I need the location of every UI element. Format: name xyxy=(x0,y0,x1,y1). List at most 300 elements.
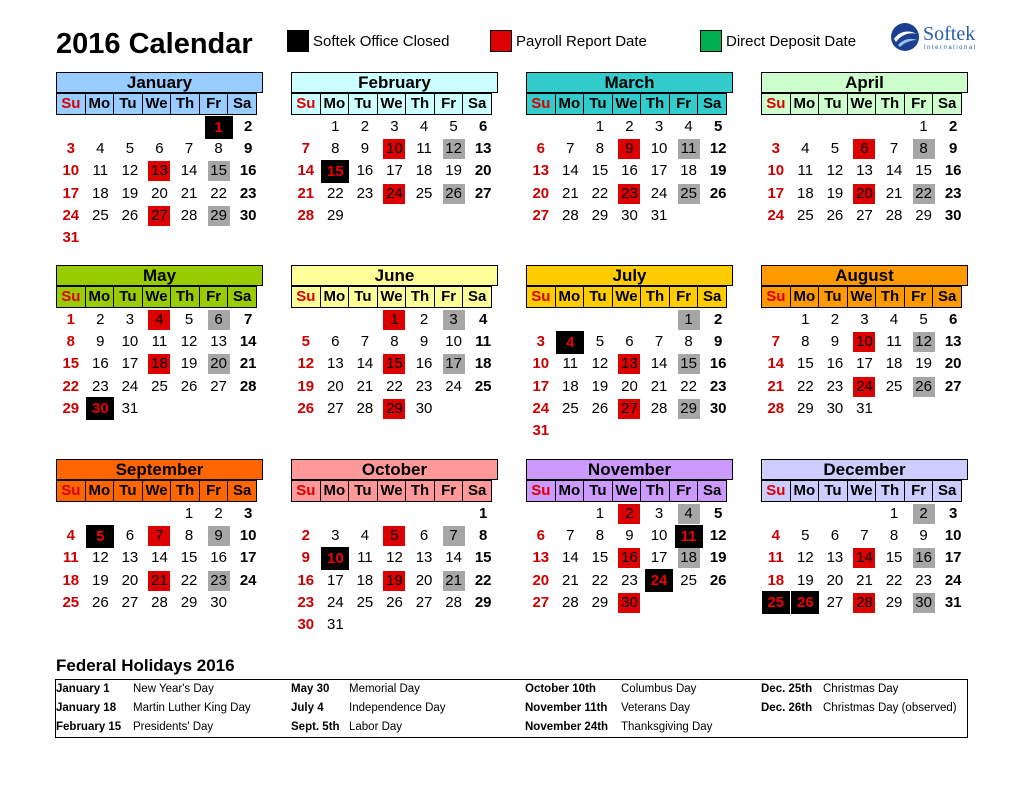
day-cell xyxy=(879,503,909,525)
day-number: 13 xyxy=(532,162,550,180)
day-cell xyxy=(703,503,733,525)
day-cell xyxy=(291,570,321,592)
day-cell xyxy=(615,183,645,205)
day-number: 23 xyxy=(92,377,109,395)
day-cell xyxy=(820,160,850,182)
weekday-header-row xyxy=(56,480,263,502)
day-cell xyxy=(409,398,439,420)
day-number: 15 xyxy=(591,549,609,567)
holiday-date: January 18 xyxy=(56,702,117,714)
weekday-label: Fr xyxy=(904,93,934,115)
day-cell xyxy=(56,227,86,249)
day-cell xyxy=(321,205,351,227)
day-number: 2 xyxy=(419,311,429,329)
day-cell xyxy=(791,525,821,547)
empty-cell xyxy=(115,116,145,138)
day-cell xyxy=(820,309,850,331)
day-cell xyxy=(291,353,321,375)
day-cell xyxy=(791,309,821,331)
day-cell xyxy=(204,376,234,398)
day-number: 22 xyxy=(913,184,935,204)
day-number: 3 xyxy=(536,333,545,351)
day-cell xyxy=(585,138,615,160)
day-cell xyxy=(86,353,116,375)
day-cell xyxy=(909,116,939,138)
day-number: 28 xyxy=(650,399,668,417)
day-cell xyxy=(174,547,204,569)
day-cell xyxy=(174,183,204,205)
empty-cell xyxy=(850,503,880,525)
day-cell xyxy=(409,331,439,353)
day-cell xyxy=(233,116,263,138)
weekday-label: Fr xyxy=(434,480,464,502)
day-cell xyxy=(350,398,380,420)
day-number: 17 xyxy=(121,355,139,373)
day-cell xyxy=(174,160,204,182)
day-cell xyxy=(350,183,380,205)
day-number: 6 xyxy=(155,140,164,158)
day-number: 6 xyxy=(625,333,634,351)
day-number: 24 xyxy=(645,569,673,592)
empty-cell xyxy=(350,309,380,331)
day-cell xyxy=(115,138,145,160)
day-number: 24 xyxy=(62,206,80,224)
day-number: 29 xyxy=(383,399,405,419)
day-cell xyxy=(761,525,791,547)
day-cell xyxy=(703,547,733,569)
weekday-label: Tu xyxy=(348,480,378,502)
day-cell xyxy=(850,570,880,592)
day-cell xyxy=(879,160,909,182)
empty-cell xyxy=(761,116,791,138)
day-cell xyxy=(86,183,116,205)
weekday-label: Sa xyxy=(932,286,962,308)
day-number: 10 xyxy=(532,355,550,373)
day-cell xyxy=(468,116,498,138)
day-number: 15 xyxy=(885,549,903,567)
weekday-label: Th xyxy=(170,286,200,308)
day-number: 3 xyxy=(860,311,869,329)
day-cell xyxy=(909,547,939,569)
day-number: 20 xyxy=(853,184,875,204)
day-number: 7 xyxy=(771,333,780,351)
day-cell xyxy=(820,592,850,614)
day-number: 2 xyxy=(360,118,370,136)
day-cell xyxy=(938,376,968,398)
day-number: 27 xyxy=(210,377,227,395)
day-cell xyxy=(644,547,674,569)
globe-icon xyxy=(890,22,920,52)
holiday-name: Labor Day xyxy=(349,721,403,733)
day-cell xyxy=(439,376,469,398)
day-cell xyxy=(674,160,704,182)
day-cell xyxy=(380,160,410,182)
day-cell xyxy=(174,592,204,614)
day-number: 24 xyxy=(121,377,139,395)
day-cell xyxy=(380,525,410,547)
day-number: 3 xyxy=(771,140,780,158)
day-number: 9 xyxy=(96,333,105,351)
day-number: 8 xyxy=(595,527,605,545)
day-number: 2 xyxy=(913,504,935,524)
weekday-label: Th xyxy=(405,480,435,502)
day-number: 13 xyxy=(532,549,550,567)
weekday-label: Su xyxy=(291,286,321,308)
day-cell xyxy=(526,592,556,614)
day-number: 23 xyxy=(944,184,962,202)
day-cell xyxy=(145,547,175,569)
day-cell xyxy=(674,525,704,547)
month-header: May xyxy=(56,265,263,286)
day-cell xyxy=(204,205,234,227)
day-number: 5 xyxy=(713,505,723,523)
day-number: 20 xyxy=(151,184,168,202)
day-number: 8 xyxy=(390,333,399,351)
day-cell xyxy=(468,183,498,205)
day-number: 14 xyxy=(297,162,315,180)
day-cell xyxy=(761,160,791,182)
days-grid xyxy=(291,309,498,420)
day-number: 15 xyxy=(474,549,492,567)
day-number: 31 xyxy=(532,422,550,440)
weekday-label: Mo xyxy=(555,93,585,115)
weekday-label: Mo xyxy=(85,286,115,308)
day-number: 8 xyxy=(889,527,899,545)
holiday-date: February 15 xyxy=(56,721,122,733)
holiday-date: Dec. 25th xyxy=(761,683,813,695)
day-cell xyxy=(439,309,469,331)
day-cell xyxy=(938,331,968,353)
day-cell xyxy=(409,547,439,569)
day-cell xyxy=(468,309,498,331)
day-cell xyxy=(703,525,733,547)
day-number: 28 xyxy=(885,206,903,224)
day-cell xyxy=(380,183,410,205)
empty-cell xyxy=(556,503,586,525)
day-number: 12 xyxy=(913,332,935,352)
day-cell xyxy=(409,309,439,331)
holiday-date: Dec. 26th xyxy=(761,702,813,714)
day-cell xyxy=(526,420,556,442)
day-number: 10 xyxy=(853,332,875,352)
day-number: 15 xyxy=(180,549,198,567)
day-number: 24 xyxy=(445,377,462,395)
day-number: 6 xyxy=(208,310,230,330)
month-header: February xyxy=(291,72,498,93)
day-number: 7 xyxy=(184,140,194,158)
day-number: 25 xyxy=(885,377,903,395)
day-cell xyxy=(409,592,439,614)
weekday-header-row xyxy=(291,93,498,115)
day-cell xyxy=(909,592,939,614)
day-number: 27 xyxy=(856,206,873,224)
weekday-label: Fr xyxy=(669,93,699,115)
day-number: 21 xyxy=(180,184,198,202)
day-cell xyxy=(468,376,498,398)
weekday-label: Tu xyxy=(113,286,143,308)
day-number: 12 xyxy=(709,140,727,158)
month-may xyxy=(56,265,263,420)
day-cell xyxy=(674,547,704,569)
day-number: 29 xyxy=(885,593,903,611)
day-number: 3 xyxy=(443,310,465,330)
day-cell xyxy=(703,160,733,182)
day-number: 9 xyxy=(713,333,723,351)
day-number: 2 xyxy=(243,118,253,136)
day-number: 1 xyxy=(66,311,75,329)
day-number: 2 xyxy=(96,311,105,329)
day-number: 29 xyxy=(591,206,609,224)
day-number: 1 xyxy=(184,505,194,523)
day-cell xyxy=(115,160,145,182)
day-cell xyxy=(791,547,821,569)
day-number: 24 xyxy=(853,377,875,397)
month-november xyxy=(526,459,733,614)
day-number: 12 xyxy=(180,333,198,351)
day-number: 22 xyxy=(591,184,609,202)
day-number: 14 xyxy=(562,549,579,567)
day-cell xyxy=(879,376,909,398)
day-cell xyxy=(556,353,586,375)
day-number: 6 xyxy=(536,140,545,158)
day-number: 17 xyxy=(239,549,257,567)
day-number: 9 xyxy=(360,140,370,158)
day-number: 25 xyxy=(415,184,433,202)
day-number: 2 xyxy=(625,118,634,136)
weekday-label: Mo xyxy=(555,286,585,308)
day-number: 16 xyxy=(944,162,962,180)
day-cell xyxy=(791,138,821,160)
day-number: 24 xyxy=(383,184,405,204)
holiday-name: Memorial Day xyxy=(349,683,420,695)
day-cell xyxy=(674,353,704,375)
day-cell xyxy=(56,525,86,547)
day-number: 10 xyxy=(239,527,257,545)
day-cell xyxy=(674,309,704,331)
empty-cell xyxy=(791,503,821,525)
day-number: 13 xyxy=(826,549,844,567)
day-cell xyxy=(556,138,586,160)
day-number: 7 xyxy=(889,140,899,158)
day-number: 9 xyxy=(208,526,230,546)
day-cell xyxy=(321,547,351,569)
weekday-label: Fr xyxy=(199,286,229,308)
day-cell xyxy=(556,547,586,569)
day-number: 10 xyxy=(767,162,785,180)
day-number: 13 xyxy=(210,333,227,351)
day-cell xyxy=(674,138,704,160)
day-cell xyxy=(879,331,909,353)
day-number: 8 xyxy=(184,527,194,545)
day-cell xyxy=(321,376,351,398)
weekday-label: We xyxy=(612,480,642,502)
day-number: 2 xyxy=(830,311,840,329)
day-cell xyxy=(761,205,791,227)
day-cell xyxy=(204,138,234,160)
legend-label: Direct Deposit Date xyxy=(726,32,857,50)
day-cell xyxy=(909,205,939,227)
day-cell xyxy=(291,592,321,614)
day-number: 25 xyxy=(62,593,80,611)
holiday-date: January 1 xyxy=(56,683,110,695)
day-number: 16 xyxy=(826,355,844,373)
day-number: 6 xyxy=(419,527,429,545)
weekday-label: Su xyxy=(761,480,791,502)
day-cell xyxy=(291,183,321,205)
day-cell xyxy=(56,592,86,614)
day-number: 7 xyxy=(860,527,869,545)
day-cell xyxy=(703,376,733,398)
day-cell xyxy=(409,160,439,182)
day-cell xyxy=(321,570,351,592)
day-cell xyxy=(439,570,469,592)
weekday-label: Fr xyxy=(669,286,699,308)
day-cell xyxy=(56,398,86,420)
day-cell xyxy=(820,205,850,227)
day-cell xyxy=(468,160,498,182)
day-number: 6 xyxy=(125,527,135,545)
day-cell xyxy=(468,138,498,160)
day-number: 24 xyxy=(532,399,550,417)
day-number: 22 xyxy=(680,377,697,395)
day-cell xyxy=(615,525,645,547)
day-number: 28 xyxy=(297,206,315,224)
day-number: 29 xyxy=(797,399,814,417)
day-cell xyxy=(585,353,615,375)
day-cell xyxy=(233,309,263,331)
weekday-label: Su xyxy=(526,286,556,308)
day-cell xyxy=(468,331,498,353)
day-number: 30 xyxy=(239,206,257,224)
holiday-name: Presidents' Day xyxy=(133,721,214,733)
day-number: 21 xyxy=(767,377,785,395)
day-cell xyxy=(938,547,968,569)
day-number: 20 xyxy=(327,377,344,395)
day-number: 2 xyxy=(618,504,640,524)
day-cell xyxy=(585,503,615,525)
day-cell xyxy=(233,331,263,353)
weekday-label: Tu xyxy=(818,286,848,308)
weekday-label: Su xyxy=(291,480,321,502)
holiday-date: July 4 xyxy=(291,702,324,714)
day-number: 12 xyxy=(386,549,403,567)
day-cell xyxy=(145,309,175,331)
day-cell xyxy=(938,503,968,525)
day-cell xyxy=(204,160,234,182)
day-cell xyxy=(350,331,380,353)
day-number: 11 xyxy=(767,549,784,567)
day-cell xyxy=(644,398,674,420)
day-cell xyxy=(291,138,321,160)
day-cell xyxy=(703,138,733,160)
day-number: 16 xyxy=(210,549,227,567)
weekday-label: Sa xyxy=(462,480,492,502)
day-cell xyxy=(938,353,968,375)
day-cell xyxy=(380,570,410,592)
day-cell xyxy=(850,183,880,205)
weekday-label: Tu xyxy=(113,480,143,502)
day-cell xyxy=(174,570,204,592)
weekday-label: Mo xyxy=(555,480,585,502)
days-grid xyxy=(761,309,968,420)
legend-office-closed xyxy=(287,30,449,52)
day-number: 30 xyxy=(826,399,844,417)
day-cell xyxy=(56,547,86,569)
day-cell xyxy=(174,205,204,227)
day-cell xyxy=(350,138,380,160)
day-number: 19 xyxy=(591,377,609,395)
day-cell xyxy=(585,331,615,353)
day-cell xyxy=(791,353,821,375)
day-number: 22 xyxy=(62,377,80,395)
day-cell xyxy=(556,376,586,398)
holiday-name: Independence Day xyxy=(349,702,446,714)
day-cell xyxy=(850,160,880,182)
empty-cell xyxy=(115,503,145,525)
day-cell xyxy=(409,376,439,398)
day-number: 23 xyxy=(618,184,640,204)
day-number: 1 xyxy=(595,505,605,523)
weekday-label: Mo xyxy=(85,93,115,115)
day-number: 28 xyxy=(151,593,168,611)
day-number: 4 xyxy=(801,140,810,158)
day-number: 5 xyxy=(383,526,405,546)
weekday-label: Th xyxy=(640,480,670,502)
day-cell xyxy=(791,205,821,227)
day-number: 28 xyxy=(239,377,257,395)
weekday-label: Sa xyxy=(462,286,492,308)
day-number: 27 xyxy=(415,593,433,611)
day-number: 2 xyxy=(301,527,310,545)
day-number: 27 xyxy=(121,593,139,611)
empty-cell xyxy=(409,503,439,525)
day-cell xyxy=(350,353,380,375)
day-number: 5 xyxy=(801,527,810,545)
day-cell xyxy=(409,525,439,547)
weekday-header-row xyxy=(526,286,733,308)
day-number: 12 xyxy=(92,549,109,567)
day-cell xyxy=(350,570,380,592)
days-grid xyxy=(761,116,968,227)
day-cell xyxy=(820,183,850,205)
weekday-label: Fr xyxy=(669,480,699,502)
month-december xyxy=(761,459,968,614)
day-cell xyxy=(644,138,674,160)
day-number: 26 xyxy=(709,571,727,589)
day-number: 10 xyxy=(944,527,962,545)
weekday-label: Mo xyxy=(85,480,115,502)
day-cell xyxy=(86,376,116,398)
day-number: 23 xyxy=(356,184,374,202)
day-cell xyxy=(585,183,615,205)
holiday-date: November 24th xyxy=(525,721,609,733)
holidays-title: Federal Holidays 2016 xyxy=(56,656,235,675)
day-cell xyxy=(674,376,704,398)
empty-cell xyxy=(526,116,556,138)
softek-logo xyxy=(890,22,982,56)
day-number: 4 xyxy=(148,310,170,330)
day-cell xyxy=(938,160,968,182)
holiday-name: Martin Luther King Day xyxy=(133,702,251,714)
day-number: 15 xyxy=(678,354,700,374)
day-number: 18 xyxy=(92,184,109,202)
day-cell xyxy=(644,183,674,205)
legend-swatch-red xyxy=(490,30,512,52)
day-cell xyxy=(820,376,850,398)
day-number: 1 xyxy=(331,118,340,136)
day-cell xyxy=(909,160,939,182)
weekday-label: We xyxy=(847,286,877,308)
